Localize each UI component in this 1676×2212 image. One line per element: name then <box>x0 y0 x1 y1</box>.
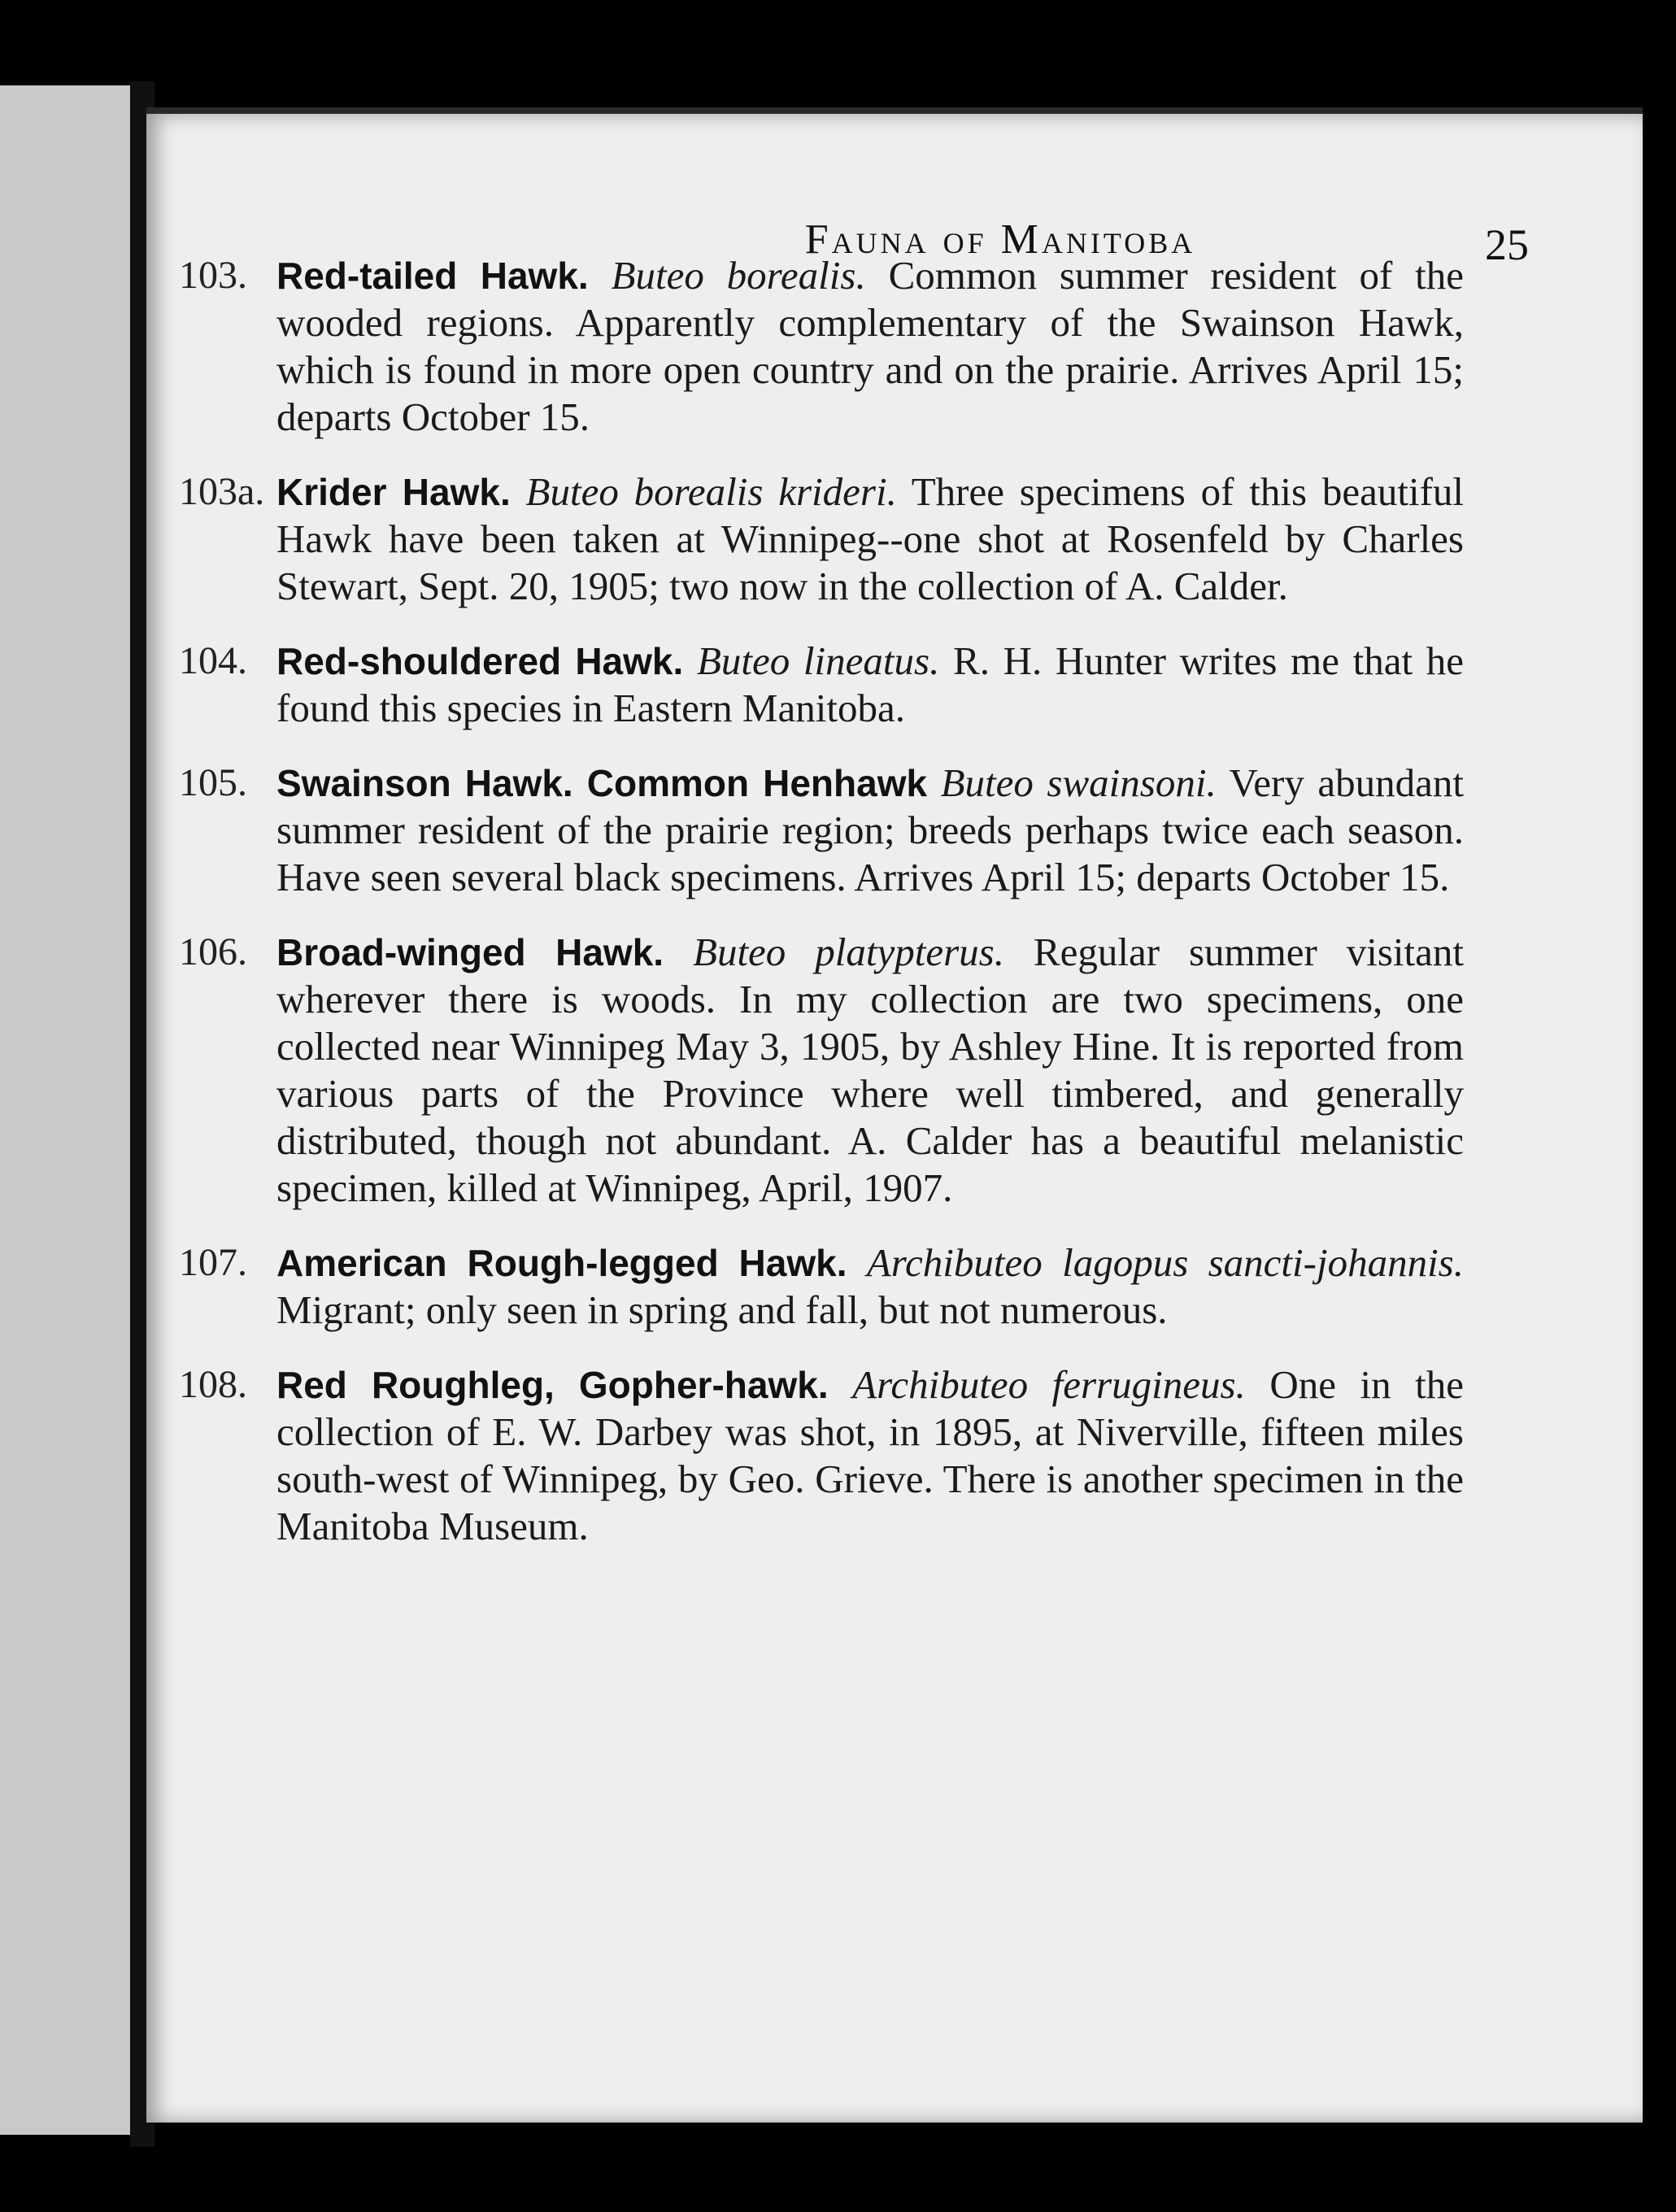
scientific-name: Buteo borealis krideri. <box>525 469 897 514</box>
species-entry <box>179 252 1464 441</box>
page-number: 25 <box>1485 220 1529 269</box>
entry-number: 105. <box>179 761 247 804</box>
species-entry <box>179 929 1464 1212</box>
species-entry <box>179 1361 1464 1550</box>
common-name: Broad-winged Hawk. <box>276 931 664 973</box>
species-entry <box>179 638 1464 732</box>
species-list <box>179 252 1464 1578</box>
entry-number: 104. <box>179 639 247 682</box>
entry-text: Very abundant summer resident of the prairie region; breeds perhaps twice each season. Have seen several black specimens. Arrives April 15; departs October 15. <box>276 760 1464 899</box>
entry-text: One in the collection of E. W. Darbey was shot, in 1895, at Niverville, fifteen miles south-west of Winnipeg, by Geo. Grieve. There is another specimen in the Manitoba Museum. <box>276 1362 1465 1548</box>
common-name: Swainson Hawk. Common Henhawk <box>276 762 928 804</box>
entry-text: Migrant; only seen in spring and fall, but not numerous. <box>276 1287 1168 1332</box>
common-name: American Rough-legged Hawk. <box>276 1242 847 1284</box>
scientific-name: Buteo lineatus. <box>696 638 940 683</box>
running-title: Fauna of Manitoba <box>804 216 1196 263</box>
entry-text: R. H. Hunter writes me that he found this species in Eastern Manitoba. <box>276 638 1464 730</box>
species-entry <box>179 468 1464 610</box>
facing-page-edge <box>0 85 143 2135</box>
common-name: Red-tailed Hawk. <box>276 255 589 297</box>
entry-number: 106. <box>179 930 247 973</box>
scientific-name: Buteo borealis. <box>611 253 866 298</box>
common-name: Red Roughleg, Gopher-hawk. <box>276 1364 829 1406</box>
scientific-name: Archibuteo ferrugineus. <box>852 1362 1246 1407</box>
species-entry <box>179 1239 1464 1334</box>
scientific-name: Archibuteo lagopus sancti-johannis. <box>866 1240 1465 1285</box>
common-name: Red-shouldered Hawk. <box>276 640 684 682</box>
entry-text: Regular summer visitant wherever there is woods. In my collection are two specimens, one collected near Winnipeg May 3, 1905, by Ashley Hine. It is reported from various parts of the Province where well timbered, and generally distributed, though not abundant. A. Calder has a beautiful melanistic specimen, killed at Winnipeg, April, 1907. <box>276 930 1465 1210</box>
entry-number: 107. <box>179 1241 247 1284</box>
common-name: Krider Hawk. <box>276 471 511 513</box>
entry-number: 108. <box>179 1363 247 1406</box>
entry-number: 103. <box>179 254 247 297</box>
entry-text: Three specimens of this beautiful Hawk have been taken at Winnipeg--one shot at Rosenfeld by Charles Stewart, Sept. 20, 1905; two now in the collection of A. Calder. <box>276 469 1464 608</box>
scientific-name: Buteo platypterus. <box>693 930 1004 974</box>
entry-number: 103a. <box>179 470 265 513</box>
species-entry <box>179 760 1464 901</box>
scientific-name: Buteo swainsoni. <box>940 760 1217 805</box>
entry-text: Common summer resident of the wooded regions. Apparently complementary of the Swainson Hawk, which is found in more open country and on the prairie. Arrives April 15; departs October 15. <box>276 253 1464 439</box>
